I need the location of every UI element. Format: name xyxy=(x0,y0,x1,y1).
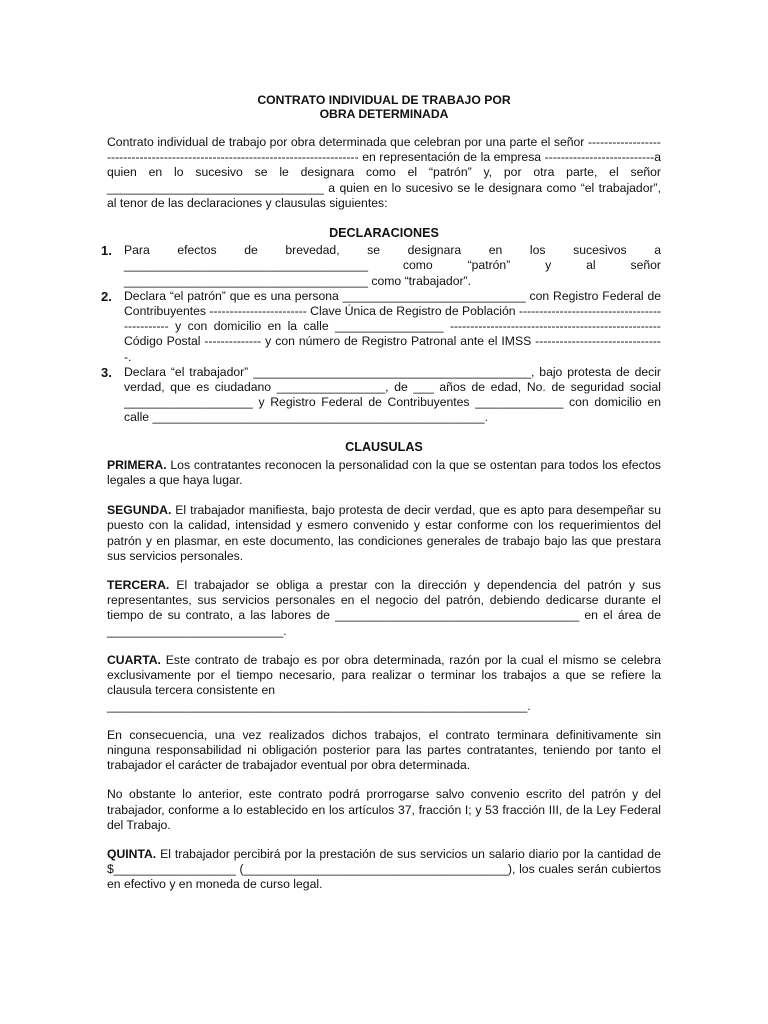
clausula-quinta xyxy=(107,847,661,893)
clausula-label: SEGUNDA. xyxy=(107,503,172,518)
intro-paragraph: Contrato individual de trabajo por obra determinada que celebran por una parte el señor -------------------------------------------------------------------------------- en representación de la empresa ---------------------------a quien en lo sucesivo se le designara como el “patrón” y, por otra parte, el señor ________________________________ a quien en lo sucesivo se le designara como “el trabajador”, al tenor de las declaraciones y clausulas siguientes: xyxy=(107,135,661,210)
declaracion-number: 3. xyxy=(101,364,112,380)
clausula-label: QUINTA. xyxy=(107,846,157,861)
declaracion-number: 2. xyxy=(101,288,112,304)
clausula-segunda xyxy=(107,503,661,564)
clausula-tercera xyxy=(107,578,661,639)
clausula-label: TERCERA. xyxy=(107,578,170,593)
declaracion-item xyxy=(101,243,661,289)
clausula-label: CUARTA. xyxy=(107,652,161,667)
clausula-primera xyxy=(107,458,661,488)
clausula-text: Este contrato de trabajo es por obra determinada, razón por la cual el mismo se celebra exclusivamente por el tiempo necesario, para realizar o terminar los trabajos a que se refiere la clausula tercera consistente en xyxy=(107,652,661,698)
declaracion-number: 1. xyxy=(101,243,112,259)
document-title-line-2: OBRA DETERMINADA xyxy=(319,107,449,121)
declaracion-text: Para efectos de brevedad, se designara en los sucesivos a ____________________________________ como “patrón” y al señor ____________________________________ como “trabajador”. xyxy=(124,243,661,288)
clausula-text: Los contratantes reconocen la personalidad con la que se ostentan para todos los efectos legales a que haya lugar. xyxy=(107,457,661,488)
declaracion-item xyxy=(101,288,661,365)
clausula-cuarta xyxy=(107,653,661,699)
declaracion-text: Declara “el trabajador” _________________________________________, bajo protesta de decir verdad, que es ciudadano ________________, de ___ años de edad, No. de seguridad social ___________________ y Registro Federal de Contribuyentes _____________ con domicilio en calle _________________________________________________. xyxy=(124,364,661,425)
clausula-cuarta-blank: ______________________________________________________________. xyxy=(107,698,531,713)
clausula-text: El trabajador percibirá por la prestación de sus servicios un salario diario por la cantidad de $__________________ (_______________________________________), los cuales serán cubiertos en efectivo y en moneda de curso legal. xyxy=(107,846,661,892)
clausula-text: El trabajador se obliga a prestar con la dirección y dependencia del patrón y sus representantes, sus servicios personales en el negocio del patrón, debiendo dedicarse durante el tiempo de su contrato, a las labores de ____________________________________ en el área de __________________________. xyxy=(107,578,661,638)
clausula-label: PRIMERA. xyxy=(107,457,167,472)
document-title-line-1: CONTRATO INDIVIDUAL DE TRABAJO POR xyxy=(257,93,511,107)
declaracion-text: Declara “el patrón” que es una persona ___________________________ con Registro Federal de Contribuyentes ------------------------ Clave Única de Registro de Población ---------------------------------------------- y con domicilio en la calle ________________ ---------------------------------------------------- Código Postal -------------- y con número de Registro Patronal ante el IMSS --------------------------------. xyxy=(124,288,661,364)
declaracion-item xyxy=(101,364,661,426)
consecuencia-paragraph: En consecuencia, una vez realizados dichos trabajos, el contrato terminara definitivamente sin ninguna responsabilidad ni obligación posterior para las partes contratantes, teniendo por tanto el trabajador el carácter de trabajador eventual por obra determinada. xyxy=(107,727,661,773)
clausula-text: El trabajador manifiesta, bajo protesta de decir verdad, que es apto para desempeñar su puesto con la calidad, intensidad y esmero convenido y estar conforme con los requerimientos del patrón y en plasmar, en este documento, las condiciones generales de trabajo bajo las que prestara sus servicios personales. xyxy=(107,503,661,563)
clausulas-heading: CLAUSULAS xyxy=(345,439,423,454)
document-body xyxy=(101,93,661,893)
declaraciones-heading: DECLARACIONES xyxy=(329,226,439,241)
no-obstante-paragraph: No obstante lo anterior, este contrato podrá prorrogarse salvo convenio escrito del patrón y del trabajador, conforme a lo establecido en los artículos 37, fracción I; y 53 fracción III, de la Ley Federal del Trabajo. xyxy=(107,787,661,832)
